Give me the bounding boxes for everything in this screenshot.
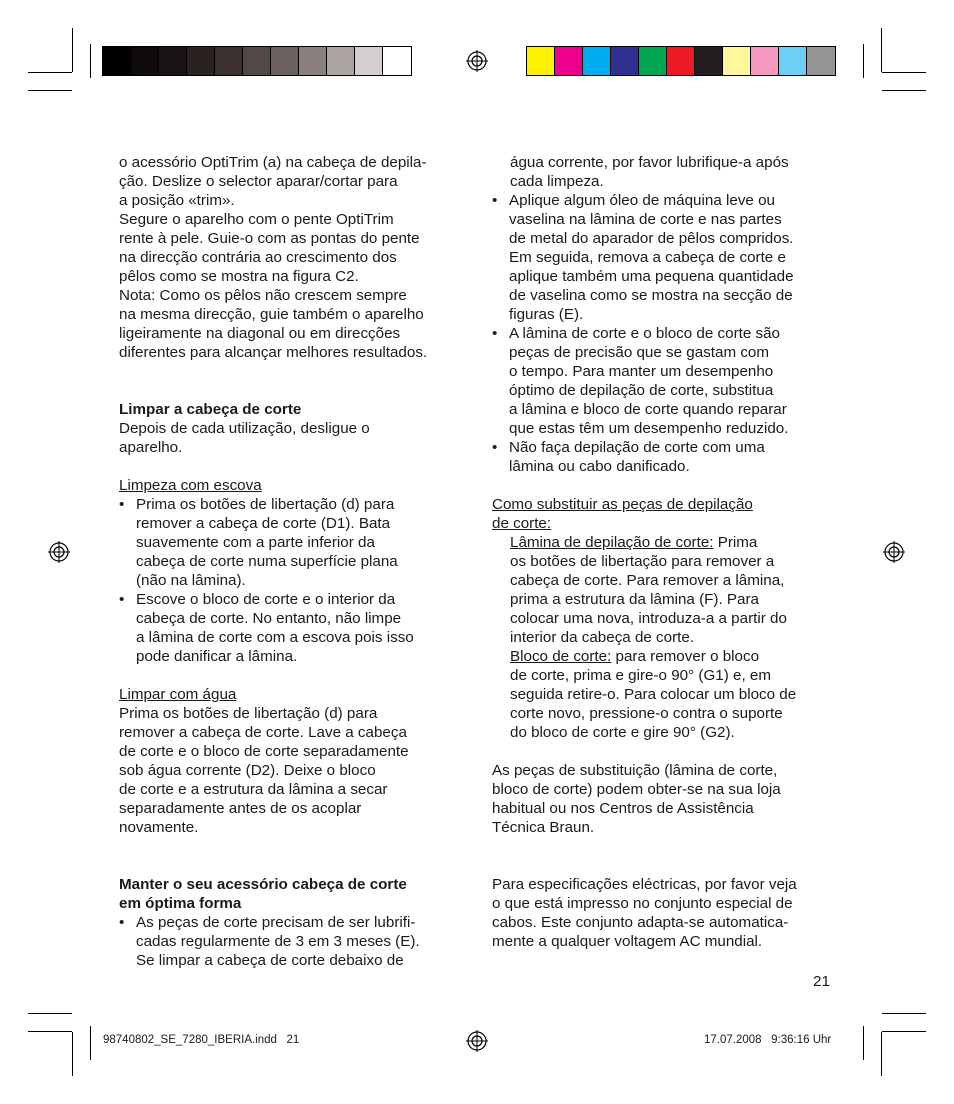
text-line: suavemente com a parte inferior da [136,534,375,551]
text-line: na mesma direcção, guie também o aparelho [119,306,424,323]
color-swatch [667,47,695,75]
text-line: Em seguida, remova a cabeça de corte e [509,249,786,266]
text-fragment: Prima [713,534,758,551]
text-line: cabeça de corte. Para remover a lâmina, [510,572,785,589]
text-line: o que está impresso no conjunto especial de [492,895,793,912]
crop-mark [882,72,926,73]
text-line: cabeça de corte numa superfície plana [136,553,398,570]
text-line: aparelho. [119,439,183,456]
color-swatch [215,47,243,75]
text-line: diferentes para alcançar melhores resultados. [119,344,428,361]
crop-mark [882,1031,926,1032]
registration-mark-icon [883,541,905,563]
color-swatch [807,47,835,75]
color-swatch [355,47,383,75]
text-line: o tempo. Para manter um desempenho [509,363,774,380]
subsection-heading: Como substituir as peças de depilação [492,496,753,513]
text-line: cadas regularmente de 3 em 3 meses (E). [136,933,420,950]
text-line: pêlos como se mostra na figura C2. [119,268,359,285]
text-line: vaselina na lâmina de corte e nas partes [509,211,782,228]
text-line: figuras (E). [509,306,584,323]
text-line: Nota: Como os pêlos não crescem sempre [119,287,407,304]
color-swatch [383,47,411,75]
text-line: A lâmina de corte e o bloco de corte são [509,325,781,342]
bullet-item: • A lâmina de corte e o bloco de corte são peças de precisão que se gastam com o tempo. Para manter um desempenho óptimo de depilação de corte, substitua a lâmina e bloco de corte quando reparar que estas têm um desempenho reduzido. [492,325,789,437]
color-swatch [779,47,807,75]
text-line: cabeça de corte. No entanto, não limpe [136,610,402,627]
text-line: Segure o aparelho com o pente OptiTrim [119,211,394,228]
crop-mark [881,1032,882,1076]
text-line: remover a cabeça de corte (D1). Bata [136,515,391,532]
text-line: óptimo de depilação de corte, substitua [509,382,774,399]
crop-mark [90,1026,91,1060]
color-swatch [187,47,215,75]
text-line: Depois de cada utilização, desligue o [119,420,370,437]
crop-mark [863,44,864,78]
text-line: lâmina ou cabo danificado. [509,458,690,475]
text-line: Escove o bloco de corte e o interior da [136,591,396,608]
bullet-item: • Não faça depilação de corte com uma lâmina ou cabo danificado. [492,439,765,475]
subsection-heading: de corte: [492,515,552,532]
color-swatch [611,47,639,75]
text-line: os botões de libertação para remover a [510,553,775,570]
text-line: As peças de substituição (lâmina de corte, [492,762,778,779]
text-line: sob água corrente (D2). Deixe o bloco [119,762,376,779]
text-line: Se limpar a cabeça de corte debaixo de [136,952,404,969]
color-swatch [243,47,271,75]
color-swatch [299,47,327,75]
text-line: a posição «trim». [119,192,235,209]
footer-timestamp: 17.07.2008 9:36:16 Uhr [704,1034,832,1046]
text-line: Não faça depilação de corte com uma [509,439,765,456]
right-column [492,153,842,951]
text-line: na direcção contrária ao crescimento dos [119,249,397,266]
bullet-item: • As peças de corte precisam de ser lubrifi- cadas regularmente de 3 em 3 meses (E). Se limpar a cabeça de corte debaixo de [119,914,420,969]
text-line: Prima os botões de libertação (d) para [119,705,378,722]
text-fragment: para remover o bloco [611,648,760,665]
text-line: ligeiramente na diagonal ou em direcções [119,325,401,342]
color-swatch [695,47,723,75]
text-line [510,533,842,552]
text-line: colocar uma nova, introduza-a a partir do [510,610,787,627]
crop-mark [28,1013,72,1014]
text-line: aplique também uma pequena quantidade [509,268,794,285]
bullet-item: • Aplique algum óleo de máquina leve ou vaselina na lâmina de corte e nas partes de metal do aparador de pêlos compridos. Em seguida, remova a cabeça de corte e aplique também uma pequena quantidade de vaselina como se mostra na secção de figuras (E). [492,192,794,323]
color-swatch [271,47,299,75]
color-swatch [527,47,555,75]
subsection-heading: Limpeza com escova [119,477,262,494]
text-line [510,647,842,666]
text-line: cada limpeza. [510,173,604,190]
text-line: Para especificações eléctricas, por favor veja [492,876,797,893]
registration-mark-icon [48,541,70,563]
crop-mark [28,90,72,91]
text-line: remover a cabeça de corte. Lave a cabeça [119,724,407,741]
text-line: de metal do aparador de pêlos compridos. [509,230,794,247]
text-line: o acessório OptiTrim (a) na cabeça de depila- [119,154,427,171]
blade-label: Lâmina de depilação de corte: [510,534,714,551]
crop-mark [863,1026,864,1060]
registration-mark-icon [466,1030,488,1052]
bullet-item: • Escove o bloco de corte e o interior da cabeça de corte. No entanto, não limpe a lâmina de corte com a escova pois isso pode danificar a lâmina. [119,591,414,665]
text-line: a lâmina e bloco de corte quando reparar [509,401,787,418]
text-line: separadamente antes de os acoplar [119,800,362,817]
subsection-heading: Limpar com água [119,686,237,703]
process-color-bar [526,46,836,76]
text-line: seguida retire-o. Para colocar um bloco de [510,686,797,703]
bullet-item: • Prima os botões de libertação (d) para remover a cabeça de corte (D1). Bata suavemente com a parte inferior da cabeça de corte numa superfície plana (não na lâmina). [119,496,398,589]
color-swatch [159,47,187,75]
text-line: rente à pele. Guie-o com as pontas do pente [119,230,420,247]
text-line: água corrente, por favor lubrifique-a após [510,154,789,171]
crop-mark [882,1013,926,1014]
crop-mark [72,28,73,72]
section-heading: Manter o seu acessório cabeça de corte [119,876,407,893]
text-line: prima a estrutura da lâmina (F). Para [510,591,759,608]
text-line: (não na lâmina). [136,572,246,589]
text-line: ção. Deslize o selector aparar/cortar para [119,173,398,190]
text-line: de corte, prima e gire-o 90° (G1) e, em [510,667,771,684]
left-column [119,153,469,970]
text-line: bloco de corte) podem obter-se na sua loja [492,781,781,798]
crop-mark [881,28,882,72]
footer-filename: 98740802_SE_7280_IBERIA.indd 21 [103,1034,300,1046]
page-number: 21 [813,973,830,990]
grayscale-color-bar [102,46,412,76]
color-swatch [327,47,355,75]
color-swatch [751,47,779,75]
color-swatch [583,47,611,75]
text-line: a lâmina de corte com a escova pois isso [136,629,414,646]
block-label: Bloco de corte: [510,648,612,665]
crop-mark [28,1031,72,1032]
text-line: Técnica Braun. [492,819,595,836]
text-line: habitual ou nos Centros de Assistência [492,800,754,817]
text-line: interior da cabeça de corte. [510,629,695,646]
text-line: de corte e o bloco de corte separadamente [119,743,409,760]
section-heading: em óptima forma [119,895,242,912]
color-swatch [131,47,159,75]
color-swatch [639,47,667,75]
text-line: Aplique algum óleo de máquina leve ou [509,192,775,209]
text-line: de corte e a estrutura da lâmina a secar [119,781,388,798]
color-swatch [723,47,751,75]
replacement-instructions [492,533,842,742]
registration-mark-icon [466,50,488,72]
text-line: do bloco de corte e gire 90° (G2). [510,724,735,741]
section-heading: Limpar a cabeça de corte [119,401,302,418]
crop-mark [882,90,926,91]
text-line: peças de precisão que se gastam com [509,344,770,361]
text-line: que estas têm um desempenho reduzido. [509,420,789,437]
color-swatch [555,47,583,75]
crop-mark [72,1032,73,1076]
text-line: pode danificar a lâmina. [136,648,298,665]
text-line: As peças de corte precisam de ser lubrifi- [136,914,416,931]
text-line: mente a qualquer voltagem AC mundial. [492,933,763,950]
color-swatch [103,47,131,75]
text-line: cabos. Este conjunto adapta-se automatica- [492,914,789,931]
crop-mark [28,72,72,73]
text-line: de vaselina como se mostra na secção de [509,287,793,304]
text-line: corte novo, pressione-o contra o suporte [510,705,783,722]
text-line: novamente. [119,819,199,836]
text-line: Prima os botões de libertação (d) para [136,496,395,513]
crop-mark [90,44,91,78]
